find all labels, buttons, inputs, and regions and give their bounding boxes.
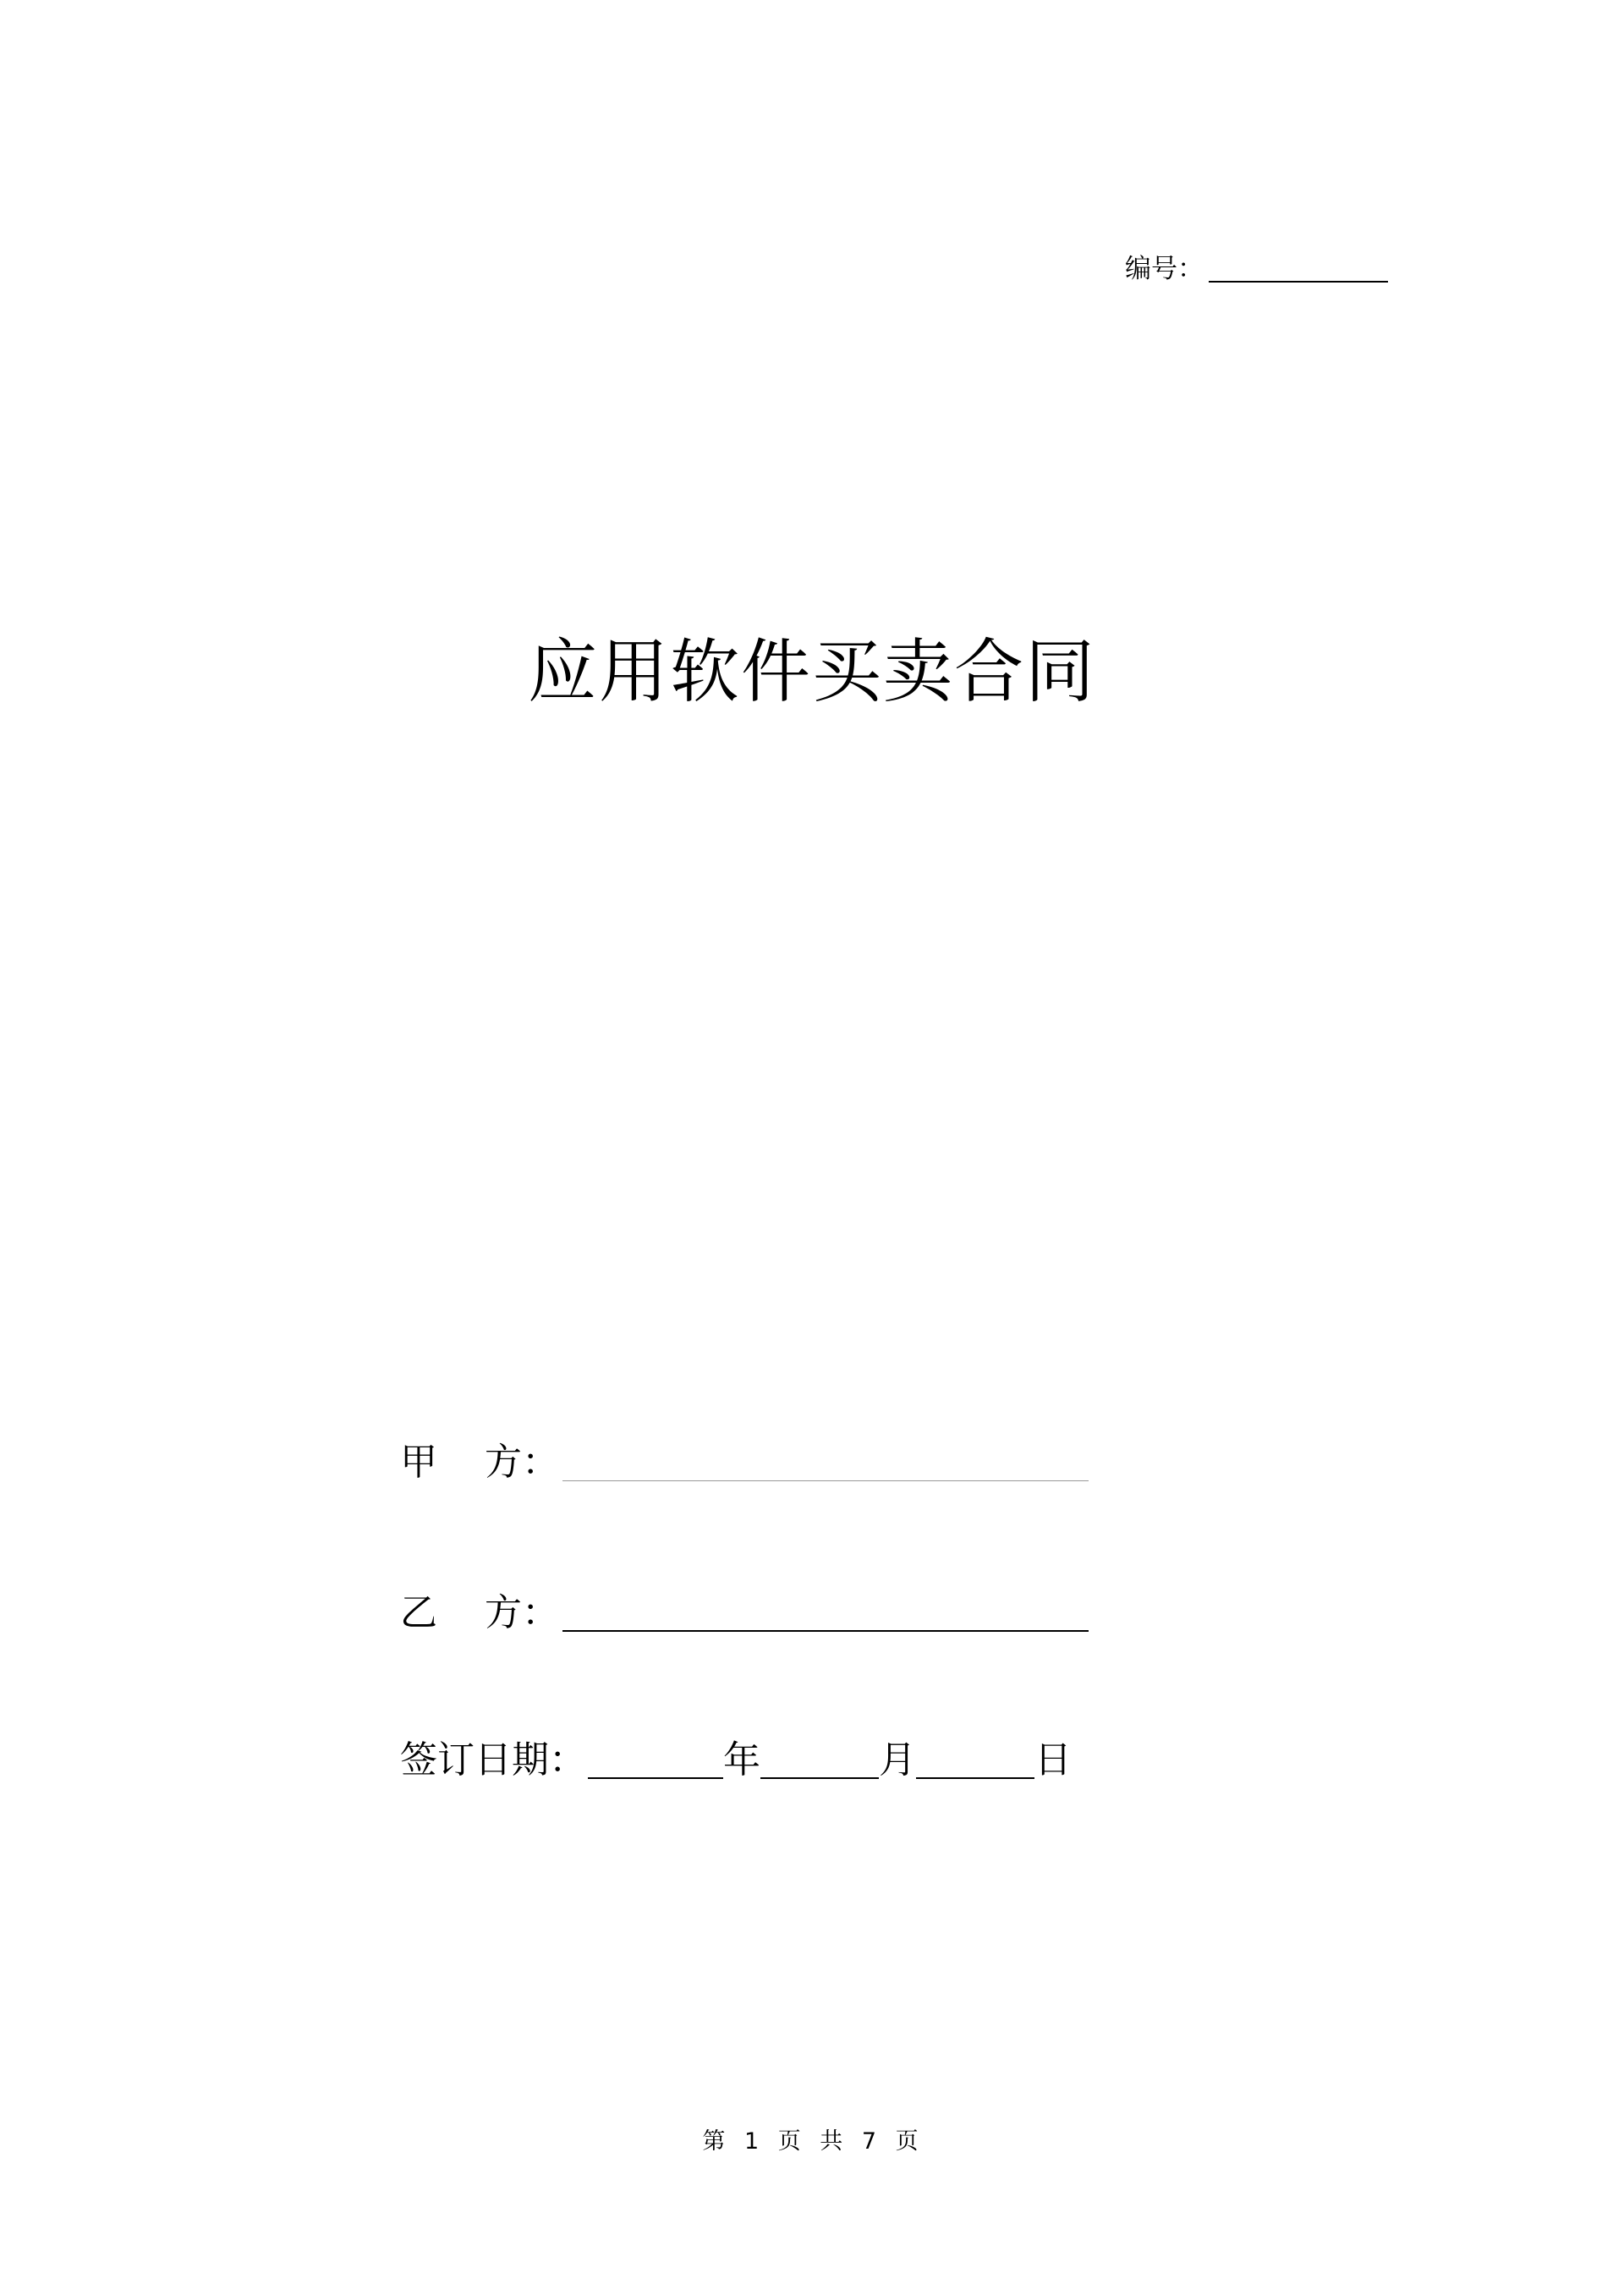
year-unit: 年 bbox=[723, 1738, 760, 1782]
contract-number-row bbox=[1125, 249, 1388, 286]
document-title: 应用软件买卖合同 bbox=[527, 632, 1096, 712]
sign-date-label: 签订日期： bbox=[400, 1738, 586, 1782]
contract-number-blank-line bbox=[1209, 281, 1388, 283]
month-blank-line bbox=[760, 1777, 879, 1779]
party-b-blank-line bbox=[562, 1630, 1089, 1632]
month-unit: 月 bbox=[879, 1738, 916, 1782]
party-a-label: 甲 方： bbox=[400, 1441, 559, 1484]
party-a-blank-line bbox=[562, 1480, 1089, 1481]
year-blank-line bbox=[588, 1777, 723, 1779]
sign-date-row bbox=[400, 1733, 1072, 1784]
day-unit: 日 bbox=[1034, 1738, 1072, 1782]
party-b-row bbox=[400, 1586, 1089, 1637]
party-a-row bbox=[400, 1436, 1089, 1486]
contract-number-label: 编号： bbox=[1125, 254, 1204, 284]
party-b-label: 乙 方： bbox=[400, 1591, 559, 1634]
page-number-footer: 第 1 页 共 7 页 bbox=[702, 2128, 922, 2155]
day-blank-line bbox=[916, 1777, 1034, 1779]
